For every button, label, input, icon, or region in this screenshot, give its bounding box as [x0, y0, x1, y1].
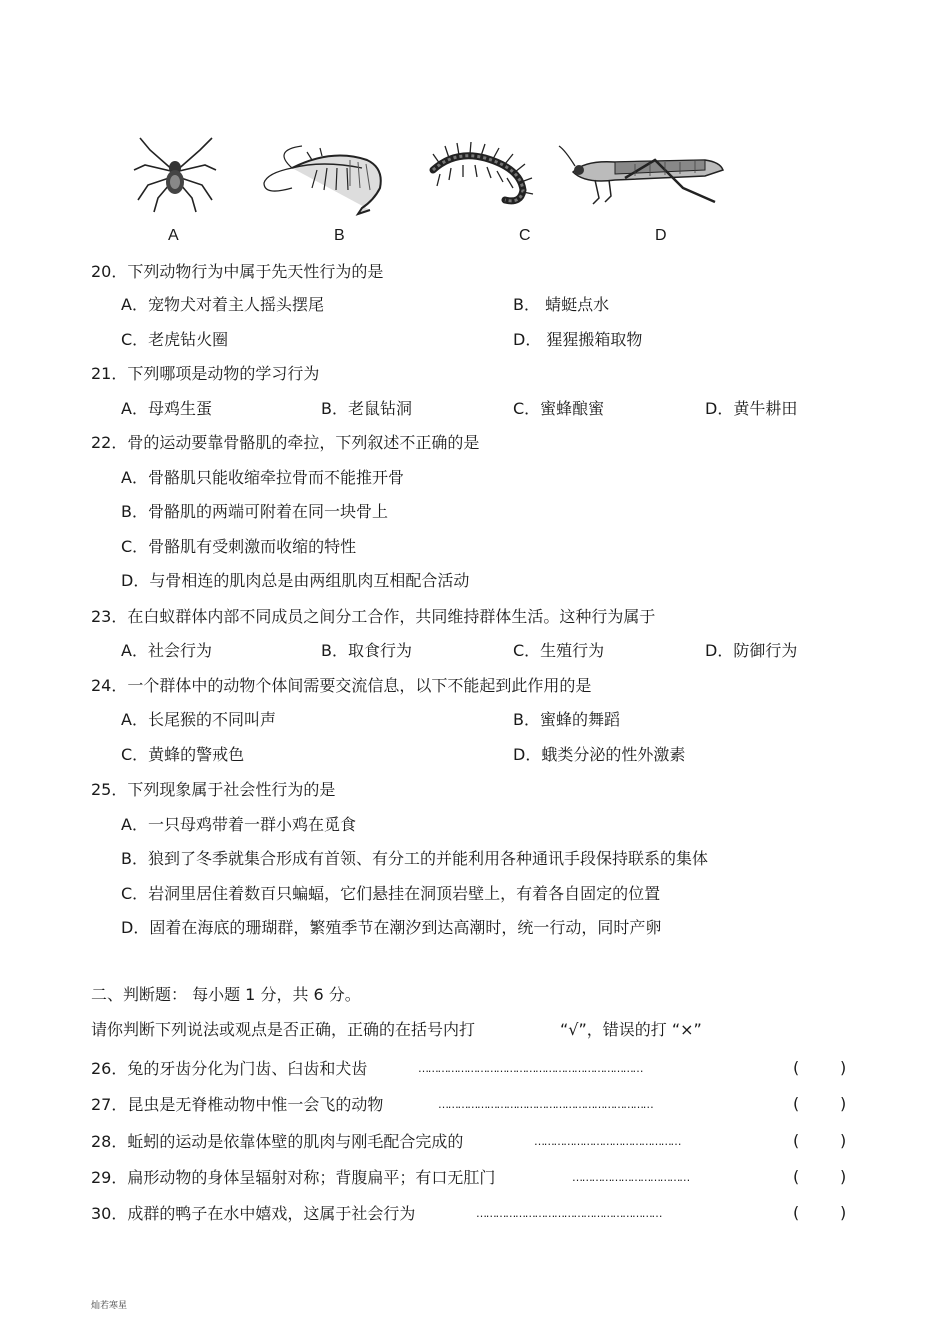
question-25-option-d: D．固着在海底的珊瑚群，繁殖季节在潮汐到达高潮时，统一行动，同时产卵	[121, 918, 662, 937]
judge-dots-30: …………………………………………………	[476, 1207, 662, 1220]
figure-label-a: A	[168, 227, 179, 244]
judge-paren-close-27: )	[840, 1094, 847, 1113]
judge-dots-28: ………………………………………	[534, 1135, 681, 1148]
question-25-option-c: C．岩洞里居住着数百只蝙蝠，它们悬挂在洞顶岩壁上，有着各自固定的位置	[121, 884, 661, 903]
judge-paren-close-26: )	[840, 1058, 847, 1077]
question-23-option-d: D．防御行为	[705, 641, 798, 660]
figure-label-c: C	[519, 227, 531, 244]
question-24-option-d: D．蛾类分泌的性外激素	[513, 745, 686, 764]
judge-paren-close-30: )	[840, 1203, 847, 1222]
question-24-option-b: B．蜜蜂的舞蹈	[513, 710, 620, 729]
question-22-option-d: D．与骨相连的肌肉总是由两组肌肉互相配合活动	[121, 571, 470, 590]
question-21-option-c: C．蜜蜂酿蜜	[513, 399, 605, 418]
figure-label-d: D	[655, 227, 667, 244]
page-footer: 灿若寒星	[91, 1301, 128, 1311]
question-20-option-b: B． 蜻蜓点水	[513, 295, 610, 314]
judge-paren-open-27[interactable]: (	[793, 1094, 800, 1113]
question-23-option-b: B．取食行为	[321, 641, 412, 660]
judge-item-27: 27．昆虫是无脊椎动物中惟一会飞的动物	[91, 1095, 384, 1114]
grasshopper-figure	[555, 140, 730, 210]
shrimp-icon	[262, 138, 392, 218]
judge-item-30: 30．成群的鸭子在水中嬉戏，这属于社会行为	[91, 1204, 416, 1223]
question-20-option-d: D． 猩猩搬箱取物	[513, 330, 643, 349]
grasshopper-icon	[555, 140, 730, 210]
judge-paren-open-30[interactable]: (	[793, 1203, 800, 1222]
figure-label-b: B	[334, 227, 345, 244]
question-24-option-c: C．黄蜂的警戒色	[121, 745, 245, 764]
judge-paren-open-29[interactable]: (	[793, 1167, 800, 1186]
question-23-option-c: C．生殖行为	[513, 641, 605, 660]
question-24-option-a: A．长尾猴的不同叫声	[121, 710, 276, 729]
question-22-option-a: A．骨骼肌只能收缩牵拉骨而不能推开骨	[121, 468, 404, 487]
question-22-option-b: B．骨骼肌的两端可附着在同一块骨上	[121, 502, 388, 521]
section-2-instruction: 请你判断下列说法或观点是否正确，正确的在括号内打	[91, 1020, 476, 1039]
spider-figure	[130, 130, 220, 215]
judge-dots-26: ……………………………………………………………	[418, 1062, 643, 1075]
question-21-stem: 21．下列哪项是动物的学习行为	[91, 364, 320, 383]
judge-dots-29: ………………………………	[572, 1171, 689, 1184]
question-23-option-a: A．社会行为	[121, 641, 212, 660]
question-20-stem: 20．下列动物行为中属于先天性行为的是	[91, 262, 384, 281]
question-25-option-a: A．一只母鸡带着一群小鸡在觅食	[121, 815, 356, 834]
question-20-option-a: A．宠物犬对着主人摇头摆尾	[121, 295, 324, 314]
judge-paren-close-28: )	[840, 1131, 847, 1150]
question-20-option-c: C．老虎钻火圈	[121, 330, 229, 349]
judge-item-26: 26．兔的牙齿分化为门齿、臼齿和犬齿	[91, 1059, 368, 1078]
question-24-stem: 24．一个群体中的动物个体间需要交流信息，以下不能起到此作用的是	[91, 676, 592, 695]
centipede-figure	[425, 140, 535, 212]
judge-paren-open-28[interactable]: (	[793, 1131, 800, 1150]
question-22-option-c: C．骨骼肌有受刺激而收缩的特性	[121, 537, 357, 556]
question-25-stem: 25．下列现象属于社会性行为的是	[91, 780, 336, 799]
judge-paren-open-26[interactable]: (	[793, 1058, 800, 1077]
question-21-option-a: A．母鸡生蛋	[121, 399, 212, 418]
question-22-stem: 22．骨的运动要靠骨骼肌的牵拉，下列叙述不正确的是	[91, 433, 480, 452]
question-21-option-b: B．老鼠钻洞	[321, 399, 412, 418]
judge-item-29: 29．扁形动物的身体呈辐射对称；背腹扁平；有口无肛门	[91, 1168, 496, 1187]
question-25-option-b: B．狼到了冬季就集合形成有首领、有分工的并能利用各种通讯手段保持联系的集体	[121, 849, 708, 868]
section-2-instruction-marks: “√”，错误的打 “×”	[560, 1020, 702, 1039]
question-21-option-d: D．黄牛耕田	[705, 399, 798, 418]
centipede-icon	[425, 140, 535, 212]
judge-paren-close-29: )	[840, 1167, 847, 1186]
section-2-heading: 二、判断题： 每小题 1 分，共 6 分。	[91, 985, 361, 1004]
spider-icon	[130, 130, 220, 215]
judge-item-28: 28．蚯蚓的运动是依靠体壁的肌肉与刚毛配合完成的	[91, 1132, 464, 1151]
shrimp-figure	[262, 138, 392, 218]
judge-dots-27: …………………………………………………………	[438, 1098, 653, 1111]
question-23-stem: 23．在白蚁群体内部不同成员之间分工合作，共同维持群体生活。这种行为属于	[91, 607, 656, 626]
